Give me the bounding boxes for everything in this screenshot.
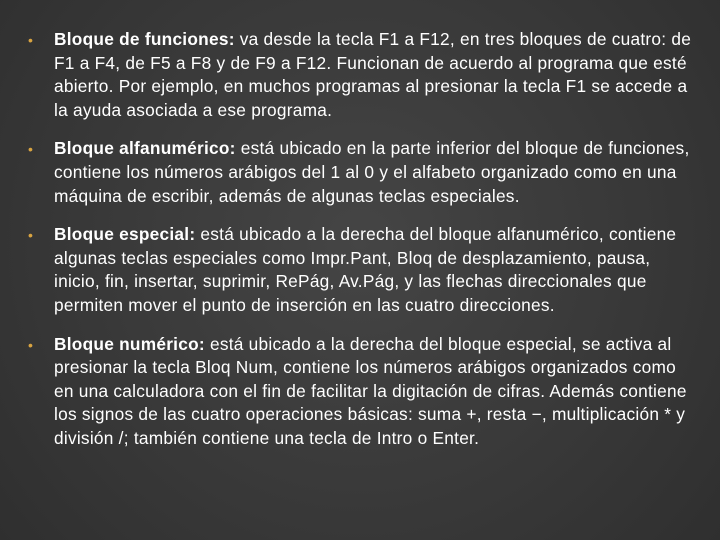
bullet-marker: • — [28, 32, 33, 48]
bullet-term: Bloque numérico: — [54, 333, 205, 354]
bullet-item-bloque-numerico — [28, 333, 700, 451]
bullet-marker: • — [28, 336, 33, 353]
bullet-item-bloque-especial — [28, 223, 700, 317]
bullet-paragraph — [54, 137, 700, 208]
bullet-paragraph — [54, 28, 700, 122]
bullet-paragraph — [54, 333, 700, 451]
bullet-marker: • — [28, 227, 33, 244]
bullet-marker: • — [28, 141, 33, 158]
bullet-item-bloque-alfanumerico — [28, 137, 700, 208]
bullet-term: Bloque especial: — [54, 224, 196, 245]
bullet-description: está ubicado a la derecha del bloque especial, se activa al presionar la tecla Bloq Num, contiene los números arábigos organizados como en una calculadora con el fin de facilitar la digitación de cifras. Además contiene los signos de las cuatro operaciones básicas: suma +, resta −, multiplicación * y división /; también contiene una tecla de Intro o Enter. — [54, 333, 687, 448]
bullet-term: Bloque de funciones: — [54, 29, 235, 49]
bullet-description: está ubicado a la derecha del bloque alfanumérico, contiene algunas teclas especiales como Impr.Pant, Bloq de desplazamiento, pausa, inicio, fin, insertar, suprimir, RePág, Av.Pág, y las flechas direccionales que permiten mover el punto de inserción en las cuatro direcciones. — [54, 224, 677, 315]
slide-body — [28, 28, 700, 466]
bullet-item-bloque-funciones — [28, 28, 700, 122]
bullet-description: va desde la tecla F1 a F12, en tres bloques de cuatro: de F1 a F4, de F5 a F8 y de F9 a F12. Funcionan de acuerdo al programa que esté abierto. Por ejemplo, en muchos programas al presionar la tecla F1 se accede a la ayuda asociada a ese programa. — [54, 29, 692, 120]
bullet-term: Bloque alfanumérico: — [54, 138, 236, 159]
bullet-description: está ubicado en la parte inferior del bloque de funciones, contiene los números arábigos del 1 al 0 y el alfabeto organizado como en una máquina de escribir, además de algunas teclas especiales. — [54, 138, 690, 206]
bullet-paragraph — [54, 223, 700, 317]
